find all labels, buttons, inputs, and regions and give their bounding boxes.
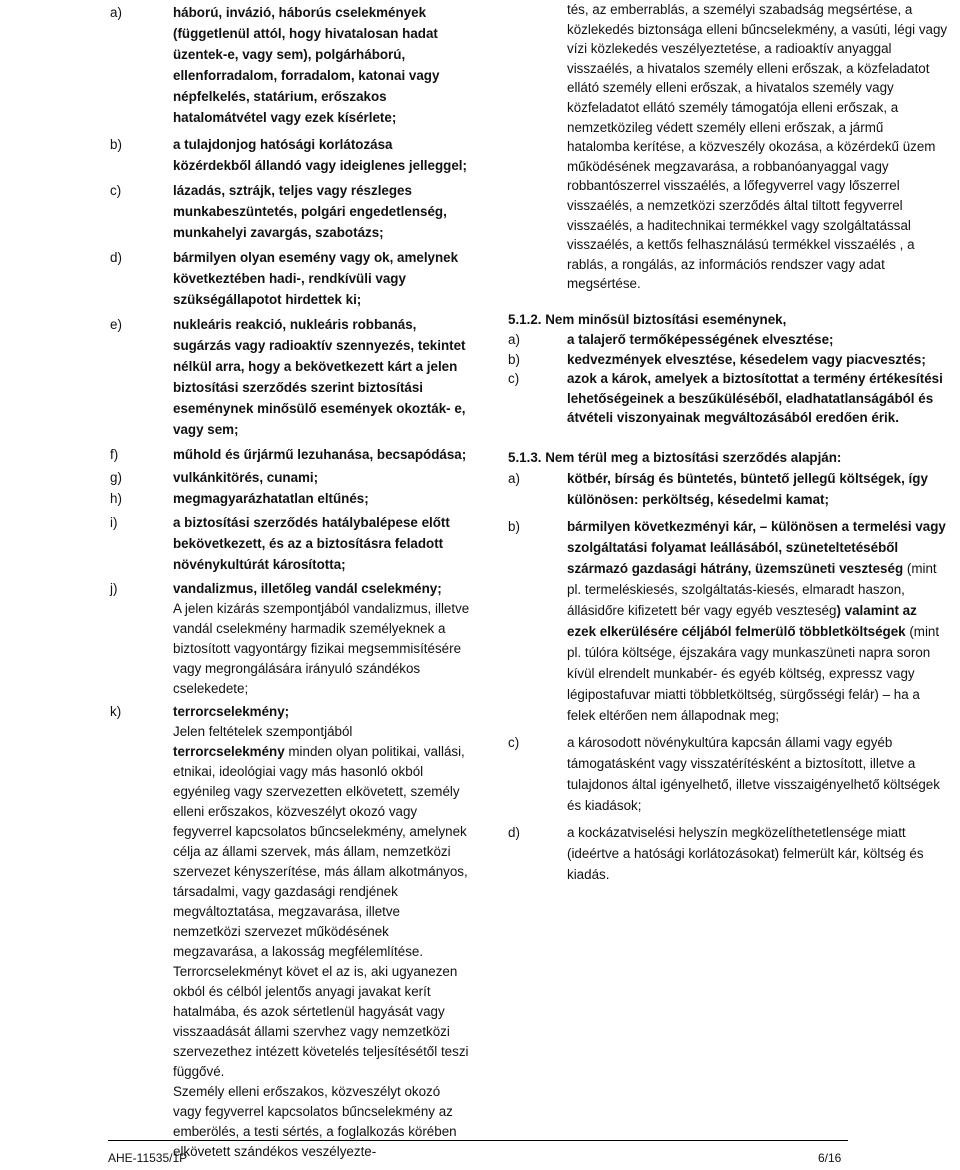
item-label: b) bbox=[110, 137, 122, 152]
item-label: c) bbox=[508, 734, 520, 750]
definition-term: terrorcselekmény bbox=[173, 744, 285, 759]
exclusion-e bbox=[0, 314, 470, 440]
item-note: A jelen kizárás szempontjából vandalizmus, illetve vandál cselekmény harmadik személyeknek a biztosított vagyontárgy fizikai megsemmisítésére vagy megrongálására irányuló szándékos cselekedete; bbox=[173, 601, 470, 696]
item-label: b) bbox=[508, 518, 520, 534]
item-label: k) bbox=[110, 704, 122, 719]
s513-item-a bbox=[508, 468, 948, 510]
terror-paragraph-3: Személy elleni erőszakos, közveszélyt okozó vagy fegyverrel kapcsolatos bűncselekmény az emberölés, a testi sértés, a foglalkozás körében elkövetett szándékos veszélyezte- bbox=[173, 1084, 457, 1159]
s512-item-a bbox=[508, 330, 948, 350]
definition-body: minden olyan politikai, vallási, etnikai, ideológiai vagy más hasonló okból egyénileg vagy szervezetten elkövetett, személy elleni erőszakos, közveszélyt okozó vagy fegyverrel kapcsolatos bűncselekmény, amelynek célja az állami szervek, más állam, nemzetközi szervezet kényszerítése, más állam alkotmányos, társadalmi, vagy gazdasági rendjének megváltoztatása, megzavarása, illetve nemzetközi szervezet működésének megzavarása, a lakosság megfélemlítése. bbox=[173, 744, 468, 959]
item-text: a talajerő termőképességének elvesztése; bbox=[567, 331, 834, 347]
s513-item-d bbox=[508, 822, 948, 885]
item-text-bold-1: bármilyen következményi kár, – különösen a termelési vagy szolgáltatási folyamat leállásából, szüneteltetéséből származó gazdasági hátrány, üzemszüneti veszteség bbox=[567, 518, 946, 576]
item-label: e) bbox=[110, 317, 122, 332]
item-text: azok a károk, amelyek a biztosítottat a termény értékesítési lehetőségeinek a beszűküléséből, eladhatatlanságából és átvételi viszonyainak megváltozásából eredően érik. bbox=[567, 371, 943, 426]
item-text: a károsodott növénykultúra kapcsán állami vagy egyéb támogatásként vagy visszatérítésként a biztosított, illetve a tulajdonos által igényelhető, illetve visszaigényelhető költségek és kiadások; bbox=[567, 734, 940, 813]
item-label: j) bbox=[110, 581, 118, 596]
item-text: a tulajdonjog hatósági korlátozása közérdekből állandó vagy ideiglenes jelleggel; bbox=[173, 137, 467, 173]
item-text-normal-1: (mint pl. termeléskiesés, szolgáltatás-kiesés, elmaradt haszon, állásidőre kifizetett bér vagy egyéb veszteség bbox=[567, 560, 937, 618]
terror-definition bbox=[173, 722, 470, 962]
item-text: kedvezmények elvesztése, késedelem vagy piacvesztés; bbox=[567, 351, 926, 367]
item-text-bold-2: ) valamint az ezek elkerülésére céljából felmerülő többletköltségek bbox=[567, 602, 917, 639]
item-label: b) bbox=[508, 351, 520, 367]
page-number: 6/16 bbox=[818, 1151, 842, 1165]
item-label: a) bbox=[508, 470, 520, 486]
document-id: AHE-11535/1P bbox=[108, 1151, 188, 1165]
s512-item-c bbox=[508, 369, 948, 428]
item-text: műhold és űrjármű lezuhanása, becsapódása; bbox=[173, 447, 467, 462]
terror-paragraph-2: Terrorcselekményt követ el az is, aki ugyanezen okból és célból jelentős anyagi javakat kerít hatalmába, és azok sértetlenül hagyását vagy visszaadását állami szervhez vagy nemzetközi szervezethez intézett követelés teljesítésétől teszi függővé. bbox=[173, 964, 469, 1079]
exclusion-b bbox=[0, 134, 470, 176]
item-text: lázadás, sztrájk, teljes vagy részleges munkabeszüntetés, polgári engedetlenség, munkahelyi zavargás, szabotázs; bbox=[173, 183, 447, 240]
footer-divider bbox=[108, 1140, 848, 1141]
exclusion-g bbox=[0, 467, 470, 488]
item-text-normal-2: (mint pl. túlóra költsége, éjszakára vagy munkaszüneti napra soron kívül elrendelt munkabér- és egyéb költség, expressz vagy légipostafuvar miatti többletköltség, sürgősségi felár) – ha a felek eltérően nem állapodnak meg; bbox=[567, 623, 940, 723]
exclusion-d bbox=[0, 247, 470, 310]
item-label: i) bbox=[110, 515, 118, 530]
exclusion-a bbox=[0, 2, 470, 128]
item-text: háború, invázió, háborús cselekmények (függetlenül attól, hogy hivatalosan hadat üzentek-e, vagy sem), polgárháború, ellenforradalom, forradalom, katonai vagy népfelkelés, statárium, erőszakos hatalomátvétel vagy ezek kísérlete; bbox=[173, 5, 440, 125]
exclusion-h bbox=[0, 488, 470, 509]
item-text: vulkánkitörés, cunami; bbox=[173, 470, 319, 485]
item-label: c) bbox=[508, 371, 520, 387]
section-5-1-3-title: 5.1.3. Nem térül meg a biztosítási szerződés alapján: bbox=[508, 449, 842, 465]
section-5-1-2-title: 5.1.2. Nem minősül biztosítási eseménynek, bbox=[508, 311, 787, 327]
item-text: kötbér, bírság és büntetés, büntető jellegű költségek, így különösen: perköltség, késedelmi kamat; bbox=[567, 470, 928, 507]
s513-item-b bbox=[508, 516, 948, 726]
item-label: g) bbox=[110, 470, 122, 485]
item-text: nukleáris reakció, nukleáris robbanás, sugárzás vagy radioaktív szennyezés, tekintet nélkül arra, hogy a bekövetkezett kárt a jelen biztosítási szerződés szerint biztosítási eseménynek minősülő események okozták- e, vagy sem; bbox=[173, 317, 466, 437]
item-label: a) bbox=[508, 331, 520, 347]
s512-item-b bbox=[508, 350, 948, 370]
exclusion-j bbox=[0, 578, 470, 699]
exclusion-f bbox=[0, 444, 470, 465]
definition-intro: Jelen feltételek szempontjából bbox=[173, 724, 353, 739]
item-text: terrorcselekmény; bbox=[173, 704, 290, 719]
item-text: a kockázatviselési helyszín megközelíthetetlensége miatt (ideértve a hatósági korlátozásokat) felmerült kár, költség és kiadás. bbox=[567, 824, 924, 882]
exclusion-k bbox=[0, 701, 470, 1162]
s513-item-c bbox=[508, 732, 948, 816]
item-text: megmagyarázhatatlan eltűnés; bbox=[173, 491, 369, 506]
item-label: d) bbox=[508, 824, 520, 840]
item-label: c) bbox=[110, 183, 122, 198]
item-label: f) bbox=[110, 447, 119, 462]
exclusion-c bbox=[0, 180, 470, 243]
item-label: a) bbox=[110, 5, 122, 20]
continuation-text: tés, az emberrablás, a személyi szabadság megsértése, a közlekedés biztonsága elleni bűncselekmény, a vasúti, légi vagy vízi közlekedés veszélyeztetése, a radioaktív anyaggal visszaélés, a hivatalos személy elleni erőszak, a közfeladatot ellátó személy elleni erőszak, a hivatalos személy vagy közfeladatot ellátó személy támogatója elleni erőszak, a nemzetközileg védett személy elleni erőszak, a jármű hatalomba kerítése, a közveszély okozása, a közérdekű üzem működésének megzavarása, a robbanóanyaggal vagy robbantószerrel visszaélés, a lőfegyverrel vagy lőszerrel visszaélés, a nemzetközi szerződés által tiltott fegyverrel visszaélés, a haditechnikai termékkel vagy szolgáltatással visszaélés, a kettős felhasználású termékkel visszaélés , a rablás, a rongálás, az információs rendszer vagy adat megsértése. bbox=[567, 2, 948, 292]
left-column bbox=[0, 2, 470, 1162]
item-text: vandalizmus, illetőleg vandál cselekmény; bbox=[173, 581, 442, 596]
item-text: bármilyen olyan esemény vagy ok, amelynek következtében hadi-, rendkívüli vagy szükségállapotot hirdettek ki; bbox=[173, 250, 459, 307]
exclusion-i bbox=[0, 512, 470, 575]
right-column bbox=[508, 0, 948, 885]
item-label: d) bbox=[110, 250, 122, 265]
item-text: a biztosítási szerződés hatálybalépese előtt bekövetkezett, és az a biztosításra feladott növénykultúrát károsította; bbox=[173, 515, 450, 572]
item-label: h) bbox=[110, 491, 122, 506]
